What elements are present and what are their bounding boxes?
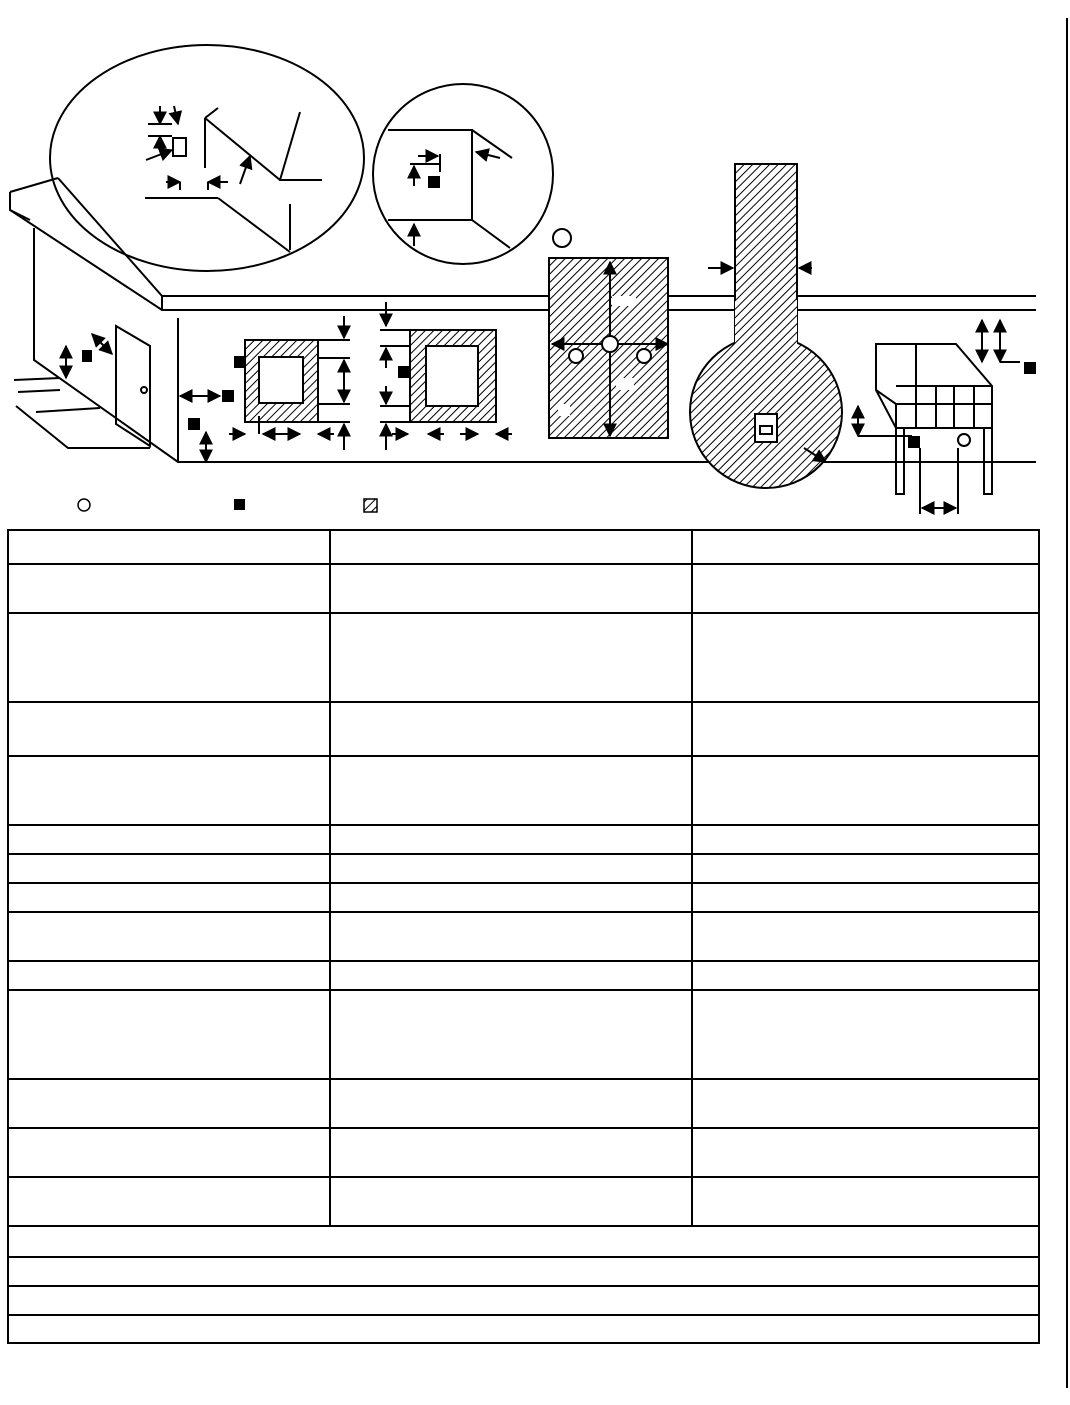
table-cell [8, 825, 330, 854]
table-cell [330, 702, 692, 756]
table-header-cell [8, 530, 330, 564]
table-cell [330, 756, 692, 825]
table-header-row [8, 530, 1039, 564]
page-margin-rule [1066, 18, 1068, 1388]
filled-square-icon [1024, 362, 1036, 374]
table-note [8, 1315, 1039, 1343]
table-cell [692, 825, 1039, 854]
table-cell [692, 961, 1039, 990]
open-circle-icon [78, 499, 90, 511]
legend [78, 499, 377, 512]
filled-square-icon [908, 436, 920, 448]
vent-terminal-zone [690, 164, 842, 488]
table-cell [8, 990, 330, 1079]
table-cell [692, 564, 1039, 613]
table-cell [692, 613, 1039, 702]
table-cell [8, 564, 330, 613]
table-note [8, 1257, 1039, 1286]
house-outline [10, 178, 1036, 462]
clearance-table [7, 529, 1040, 1344]
table-row [8, 854, 1039, 883]
table-cell [692, 990, 1039, 1079]
table-cell [8, 1177, 330, 1226]
table-cell [330, 854, 692, 883]
table-cell [692, 1079, 1039, 1128]
table-cell [8, 912, 330, 961]
table-cell [692, 883, 1039, 912]
table-row [8, 883, 1039, 912]
table-cell [8, 854, 330, 883]
table-cell [692, 756, 1039, 825]
table-note-row [8, 1257, 1039, 1286]
table-note-row [8, 1315, 1039, 1343]
table-cell [8, 961, 330, 990]
hatched-square-icon [364, 499, 377, 512]
filled-square-icon [428, 176, 440, 188]
table-cell [330, 883, 692, 912]
filled-square-icon [222, 390, 234, 402]
table-cell [692, 1128, 1039, 1177]
table-row [8, 564, 1039, 613]
table-cell [330, 564, 692, 613]
table-row [8, 912, 1039, 961]
filled-square-icon [82, 350, 92, 362]
eave-detail-inset [50, 45, 364, 271]
table-cell [330, 912, 692, 961]
filled-square-icon [234, 499, 245, 510]
table-cell [692, 912, 1039, 961]
table-header-cell [330, 530, 692, 564]
table-cell [692, 702, 1039, 756]
table-cell [330, 1128, 692, 1177]
table-cell [8, 756, 330, 825]
filled-square-icon [234, 356, 246, 368]
table-header-cell [692, 530, 1039, 564]
table-row [8, 756, 1039, 825]
table-cell [330, 961, 692, 990]
table-cell [330, 825, 692, 854]
table-row [8, 1079, 1039, 1128]
table-row [8, 825, 1039, 854]
table-cell [8, 702, 330, 756]
filled-square-icon [398, 366, 410, 378]
table-note [8, 1226, 1039, 1257]
table-cell [692, 854, 1039, 883]
table-cell [8, 1079, 330, 1128]
table-row [8, 990, 1039, 1079]
vent-clearance-diagram [0, 0, 1070, 525]
table-cell [330, 990, 692, 1079]
table-cell [330, 613, 692, 702]
table-row [8, 702, 1039, 756]
regulator-zone [549, 229, 668, 438]
window-left [180, 316, 350, 462]
table-cell [8, 883, 330, 912]
table-note-row [8, 1226, 1039, 1257]
table-cell [330, 1177, 692, 1226]
table-note-row [8, 1286, 1039, 1315]
inside-corner-inset [373, 84, 553, 264]
table-row [8, 961, 1039, 990]
table-cell [330, 1079, 692, 1128]
table-row [8, 613, 1039, 702]
table-cell [8, 613, 330, 702]
filled-square-icon [188, 418, 200, 430]
table-row [8, 1128, 1039, 1177]
table-note [8, 1286, 1039, 1315]
table-cell [8, 1128, 330, 1177]
table-row [8, 1177, 1039, 1226]
outdoor-unit [858, 320, 1020, 514]
table-cell [692, 1177, 1039, 1226]
